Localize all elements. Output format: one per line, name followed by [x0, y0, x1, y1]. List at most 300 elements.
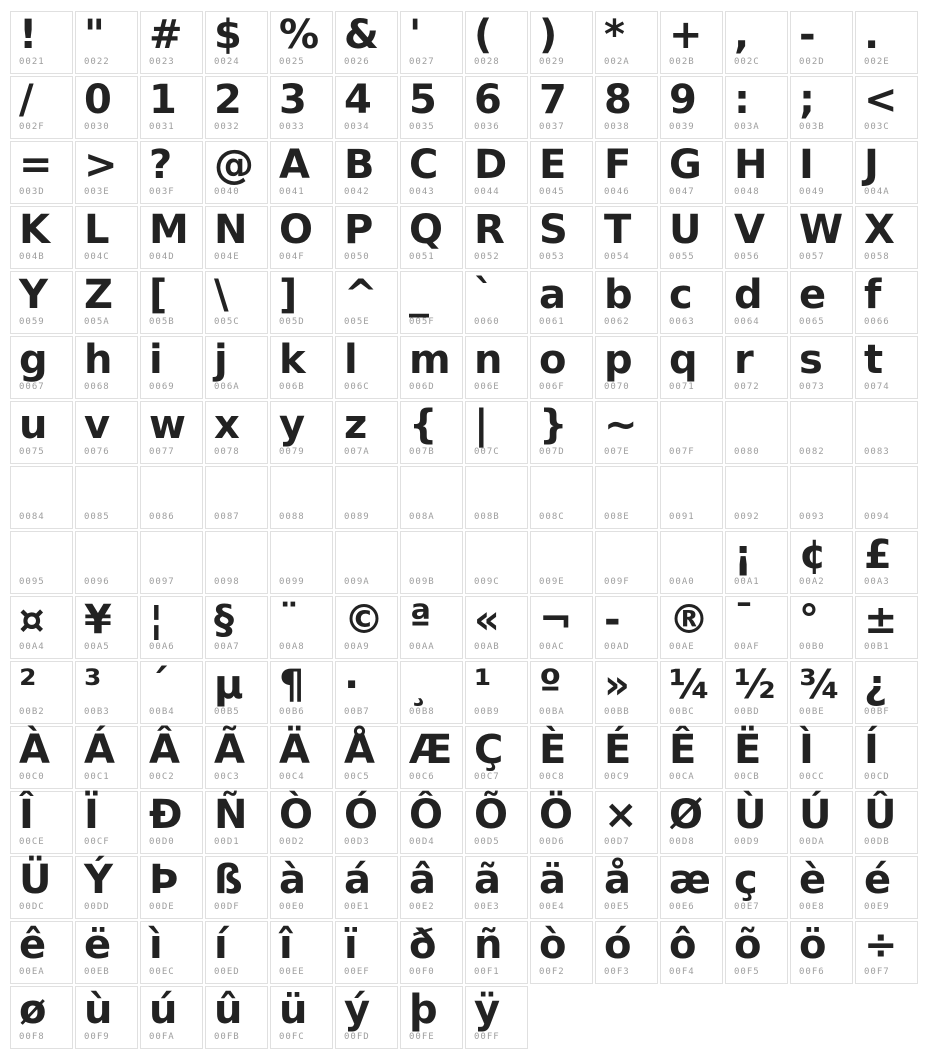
glyph-cell — [790, 336, 853, 399]
glyph: H — [734, 142, 768, 188]
glyph: ¬ — [539, 597, 573, 643]
glyph: ? — [149, 142, 173, 188]
codepoint-label: 00CB — [734, 772, 760, 782]
glyph-cell — [335, 726, 398, 789]
glyph — [336, 467, 397, 513]
glyph: ù — [84, 987, 113, 1033]
codepoint-label: 0033 — [279, 122, 305, 132]
glyph-cell — [335, 596, 398, 659]
codepoint-label: 0076 — [84, 447, 110, 457]
glyph-cell — [465, 141, 528, 204]
glyph: ¼ — [669, 662, 711, 708]
glyph: ì — [149, 922, 163, 968]
codepoint-label: 00EC — [149, 967, 175, 977]
glyph-cell — [75, 921, 138, 984]
glyph: Î — [19, 792, 34, 838]
codepoint-label: 0036 — [474, 122, 500, 132]
glyph — [856, 467, 917, 513]
codepoint-label: 00D9 — [734, 837, 760, 847]
glyph-cell — [335, 791, 398, 854]
glyph-cell — [140, 206, 203, 269]
glyph-cell — [595, 791, 658, 854]
codepoint-label: 0049 — [799, 187, 825, 197]
glyph-cell — [465, 11, 528, 74]
codepoint-label: 00E2 — [409, 902, 435, 912]
glyph: T — [604, 207, 632, 253]
glyph: 1 — [149, 77, 177, 123]
glyph: . — [864, 12, 880, 58]
glyph: _ — [409, 272, 429, 318]
codepoint-label: 00A3 — [864, 577, 890, 587]
glyph: R — [474, 207, 505, 253]
glyph: , — [734, 12, 750, 58]
glyph: Å — [344, 727, 375, 773]
glyph: 5 — [409, 77, 437, 123]
codepoint-label: 00A9 — [344, 642, 370, 652]
glyph-cell — [855, 76, 918, 139]
glyph-cell — [75, 661, 138, 724]
glyph-row — [10, 76, 918, 139]
glyph: U — [669, 207, 702, 253]
codepoint-label: 00ED — [214, 967, 240, 977]
codepoint-label: 00F3 — [604, 967, 630, 977]
glyph-cell — [205, 856, 268, 919]
codepoint-label: 0087 — [214, 512, 240, 522]
codepoint-label: 002D — [799, 57, 825, 67]
glyph: x — [214, 402, 240, 448]
glyph: ô — [669, 922, 697, 968]
glyph-cell — [10, 661, 73, 724]
glyph-cell — [10, 531, 73, 594]
codepoint-label: 007B — [409, 447, 435, 457]
glyph-cell — [140, 596, 203, 659]
glyph-cell — [205, 921, 268, 984]
glyph: 2 — [214, 77, 242, 123]
codepoint-label: 0061 — [539, 317, 565, 327]
glyph-cell — [10, 856, 73, 919]
codepoint-label: 0083 — [864, 447, 890, 457]
codepoint-label: 003E — [84, 187, 110, 197]
glyph: X — [864, 207, 895, 253]
glyph: Z — [84, 272, 114, 318]
glyph-cell — [855, 596, 918, 659]
codepoint-label: 0039 — [669, 122, 695, 132]
glyph-cell — [270, 271, 333, 334]
codepoint-label: 0057 — [799, 252, 825, 262]
codepoint-label: 00F1 — [474, 967, 500, 977]
glyph-cell — [530, 726, 593, 789]
glyph: ± — [864, 597, 898, 643]
glyph: d — [734, 272, 763, 318]
glyph: q — [669, 337, 698, 383]
codepoint-label: 00FB — [214, 1032, 240, 1042]
glyph-cell — [335, 466, 398, 529]
glyph: Ê — [669, 727, 697, 773]
codepoint-label: 0070 — [604, 382, 630, 392]
glyph-cell — [725, 466, 788, 529]
glyph: Þ — [149, 857, 179, 903]
glyph: õ — [734, 922, 762, 968]
glyph: C — [409, 142, 439, 188]
glyph: g — [19, 337, 48, 383]
glyph — [401, 532, 462, 578]
glyph: â — [409, 857, 436, 903]
glyph-row — [10, 531, 918, 594]
codepoint-label: 0074 — [864, 382, 890, 392]
glyph-cell — [465, 206, 528, 269]
glyph-cell — [335, 206, 398, 269]
glyph: » — [604, 662, 630, 708]
codepoint-label: 004C — [84, 252, 110, 262]
glyph: û — [214, 987, 243, 1033]
codepoint-label: 0082 — [799, 447, 825, 457]
codepoint-label: 00EB — [84, 967, 110, 977]
glyph — [206, 467, 267, 513]
glyph-cell — [400, 791, 463, 854]
codepoint-label: 0067 — [19, 382, 45, 392]
glyph: Í — [864, 727, 879, 773]
codepoint-label: 007D — [539, 447, 565, 457]
glyph-cell — [530, 531, 593, 594]
codepoint-label: 00DD — [84, 902, 110, 912]
codepoint-label: 005E — [344, 317, 370, 327]
glyph-cell — [270, 791, 333, 854]
codepoint-label: 00D6 — [539, 837, 565, 847]
codepoint-label: 00A2 — [799, 577, 825, 587]
glyph-cell — [660, 726, 723, 789]
glyph: µ — [214, 662, 244, 708]
glyph: ú — [149, 987, 178, 1033]
codepoint-label: 006F — [539, 382, 565, 392]
glyph-cell — [855, 206, 918, 269]
glyph: ß — [214, 857, 243, 903]
codepoint-label: 0062 — [604, 317, 630, 327]
codepoint-label: 006C — [344, 382, 370, 392]
glyph: % — [279, 12, 320, 58]
glyph: ½ — [734, 662, 776, 708]
glyph-cell — [205, 986, 268, 1049]
glyph: h — [84, 337, 113, 383]
glyph-row — [10, 141, 918, 204]
glyph-cell — [855, 531, 918, 594]
glyph-cell — [205, 11, 268, 74]
codepoint-label: 0065 — [799, 317, 825, 327]
glyph-cell — [75, 141, 138, 204]
codepoint-label: 0086 — [149, 512, 175, 522]
glyph — [596, 532, 657, 578]
glyph: l — [344, 337, 358, 383]
glyph: k — [279, 337, 306, 383]
glyph-cell — [205, 401, 268, 464]
glyph: J — [864, 142, 879, 188]
glyph-cell — [205, 141, 268, 204]
glyph: * — [604, 12, 625, 58]
glyph — [726, 467, 787, 513]
glyph-cell — [75, 271, 138, 334]
glyph: 9 — [669, 77, 697, 123]
glyph: p — [604, 337, 633, 383]
codepoint-label: 00A7 — [214, 642, 240, 652]
glyph: Æ — [409, 727, 453, 773]
codepoint-label: 0031 — [149, 122, 175, 132]
glyph: Ó — [344, 792, 379, 838]
glyph: À — [19, 727, 50, 773]
glyph-cell — [10, 466, 73, 529]
codepoint-label: 0056 — [734, 252, 760, 262]
glyph: ¹ — [474, 662, 492, 708]
codepoint-label: 00A6 — [149, 642, 175, 652]
glyph: ~ — [604, 402, 638, 448]
glyph: e — [799, 272, 827, 318]
glyph: Ú — [799, 792, 832, 838]
codepoint-label: 0054 — [604, 252, 630, 262]
glyph-cell — [400, 531, 463, 594]
codepoint-label: 00E5 — [604, 902, 630, 912]
glyph: ¶ — [279, 662, 305, 708]
glyph-cell — [595, 531, 658, 594]
glyph-cell — [725, 206, 788, 269]
codepoint-label: 00C1 — [84, 772, 110, 782]
glyph: s — [799, 337, 823, 383]
codepoint-label: 0055 — [669, 252, 695, 262]
glyph-row — [10, 726, 918, 789]
glyph: ! — [19, 12, 38, 58]
glyph: ` — [474, 272, 494, 318]
glyph: ð — [409, 922, 437, 968]
glyph: Õ — [474, 792, 509, 838]
codepoint-label: 0044 — [474, 187, 500, 197]
glyph-row — [10, 856, 918, 919]
glyph: Ä — [279, 727, 310, 773]
glyph-cell — [75, 856, 138, 919]
codepoint-label: 009A — [344, 577, 370, 587]
codepoint-label: 0063 — [669, 317, 695, 327]
glyph-cell — [140, 11, 203, 74]
glyph-cell — [75, 726, 138, 789]
codepoint-label: 0073 — [799, 382, 825, 392]
codepoint-label: 00F9 — [84, 1032, 110, 1042]
glyph: Â — [149, 727, 180, 773]
glyph-cell — [75, 531, 138, 594]
glyph-cell — [660, 141, 723, 204]
glyph-cell — [140, 921, 203, 984]
glyph-cell — [205, 726, 268, 789]
glyph-cell — [530, 206, 593, 269]
glyph-cell — [855, 661, 918, 724]
glyph: 0 — [84, 77, 112, 123]
glyph: í — [214, 922, 228, 968]
glyph: @ — [214, 142, 254, 188]
codepoint-label: 0026 — [344, 57, 370, 67]
glyph: | — [474, 402, 489, 448]
codepoint-label: 003D — [19, 187, 45, 197]
glyph-cell — [10, 401, 73, 464]
glyph: æ — [669, 857, 711, 903]
glyph: S — [539, 207, 568, 253]
codepoint-label: 0021 — [19, 57, 45, 67]
glyph: : — [734, 77, 750, 123]
glyph: f — [864, 272, 882, 318]
glyph-cell — [660, 76, 723, 139]
glyph-cell — [530, 856, 593, 919]
glyph — [271, 532, 332, 578]
codepoint-label: 00E1 — [344, 902, 370, 912]
codepoint-label: 00B5 — [214, 707, 240, 717]
codepoint-label: 006E — [474, 382, 500, 392]
glyph: ) — [539, 12, 558, 58]
glyph-cell — [75, 791, 138, 854]
glyph-cell — [530, 76, 593, 139]
codepoint-label: 005C — [214, 317, 240, 327]
codepoint-label: 00C0 — [19, 772, 45, 782]
glyph-cell — [400, 401, 463, 464]
glyph: Ù — [734, 792, 767, 838]
glyph: P — [344, 207, 374, 253]
glyph-cell — [205, 76, 268, 139]
glyph: O — [279, 207, 314, 253]
glyph-cell — [595, 271, 658, 334]
codepoint-label: 00E6 — [669, 902, 695, 912]
glyph — [141, 467, 202, 513]
glyph: < — [864, 77, 898, 123]
glyph: ý — [344, 987, 371, 1033]
glyph: ¡ — [734, 532, 753, 578]
codepoint-label: 00BE — [799, 707, 825, 717]
glyph-cell — [595, 11, 658, 74]
glyph-cell — [790, 11, 853, 74]
glyph-cell — [400, 596, 463, 659]
glyph-cell — [790, 791, 853, 854]
codepoint-label: 00D7 — [604, 837, 630, 847]
codepoint-label: 00E7 — [734, 902, 760, 912]
glyph: ò — [539, 922, 567, 968]
codepoint-label: 00BD — [734, 707, 760, 717]
glyph: z — [344, 402, 368, 448]
glyph: ª — [409, 597, 432, 643]
glyph-cell — [75, 401, 138, 464]
codepoint-label: 009E — [539, 577, 565, 587]
glyph-cell — [75, 11, 138, 74]
glyph: w — [149, 402, 186, 448]
glyph-cell — [725, 76, 788, 139]
glyph — [791, 402, 852, 448]
glyph: ¸ — [409, 662, 429, 708]
glyph-cell — [270, 726, 333, 789]
glyph-cell — [595, 206, 658, 269]
codepoint-label: 0038 — [604, 122, 630, 132]
codepoint-label: 0032 — [214, 122, 240, 132]
codepoint-label: 00FE — [409, 1032, 435, 1042]
glyph-cell — [725, 336, 788, 399]
codepoint-label: 0023 — [149, 57, 175, 67]
codepoint-label: 00D4 — [409, 837, 435, 847]
glyph: ² — [19, 662, 37, 708]
glyph-cell — [465, 466, 528, 529]
glyph-cell — [660, 336, 723, 399]
codepoint-label: 00EF — [344, 967, 370, 977]
glyph: K — [19, 207, 50, 253]
codepoint-label: 00A5 — [84, 642, 110, 652]
codepoint-label: 00A1 — [734, 577, 760, 587]
codepoint-label: 0022 — [84, 57, 110, 67]
glyph: Ì — [799, 727, 814, 773]
glyph: ; — [799, 77, 815, 123]
glyph: j — [214, 337, 228, 383]
glyph-cell — [10, 791, 73, 854]
codepoint-label: 0098 — [214, 577, 240, 587]
glyph: M — [149, 207, 189, 253]
glyph: Ö — [539, 792, 574, 838]
codepoint-label: 00AB — [474, 642, 500, 652]
codepoint-label: 00BF — [864, 707, 890, 717]
glyph: D — [474, 142, 508, 188]
glyph: G — [669, 142, 702, 188]
glyph — [11, 467, 72, 513]
codepoint-label: 00C3 — [214, 772, 240, 782]
glyph-cell — [400, 466, 463, 529]
glyph: ¤ — [19, 597, 45, 643]
codepoint-label: 00C9 — [604, 772, 630, 782]
glyph: º — [539, 662, 562, 708]
glyph-cell — [530, 921, 593, 984]
glyph-cell — [595, 466, 658, 529]
glyph-cell — [725, 271, 788, 334]
glyph-cell — [725, 401, 788, 464]
codepoint-label: 0052 — [474, 252, 500, 262]
codepoint-label: 002F — [19, 122, 45, 132]
glyph-cell — [400, 661, 463, 724]
glyph-cell — [465, 76, 528, 139]
glyph-cell — [660, 206, 723, 269]
glyph: ¨ — [279, 597, 299, 643]
glyph-cell — [660, 271, 723, 334]
codepoint-label: 00FC — [279, 1032, 305, 1042]
codepoint-label: 00CF — [84, 837, 110, 847]
codepoint-label: 009B — [409, 577, 435, 587]
glyph: à — [279, 857, 306, 903]
codepoint-label: 00DA — [799, 837, 825, 847]
glyph: B — [344, 142, 375, 188]
glyph-cell — [270, 986, 333, 1049]
glyph-cell — [465, 401, 528, 464]
glyph: © — [344, 597, 384, 643]
codepoint-label: 00EE — [279, 967, 305, 977]
glyph-cell — [660, 791, 723, 854]
codepoint-label: 0089 — [344, 512, 370, 522]
codepoint-label: 00AC — [539, 642, 565, 652]
glyph — [856, 402, 917, 448]
glyph: ö — [799, 922, 827, 968]
codepoint-label: 00D1 — [214, 837, 240, 847]
codepoint-label: 0095 — [19, 577, 45, 587]
codepoint-label: 00FD — [344, 1032, 370, 1042]
glyph-cell — [270, 76, 333, 139]
glyph: } — [539, 402, 568, 448]
glyph-cell — [140, 986, 203, 1049]
glyph: L — [84, 207, 110, 253]
codepoint-label: 00B6 — [279, 707, 305, 717]
glyph: Q — [409, 207, 444, 253]
glyph: ÷ — [864, 922, 898, 968]
glyph: ¿ — [864, 662, 888, 708]
codepoint-label: 00F8 — [19, 1032, 45, 1042]
codepoint-label: 002C — [734, 57, 760, 67]
codepoint-label: 00DF — [214, 902, 240, 912]
glyph-cell — [400, 11, 463, 74]
glyph-cell — [335, 76, 398, 139]
codepoint-label: 0092 — [734, 512, 760, 522]
codepoint-label: 00DB — [864, 837, 890, 847]
